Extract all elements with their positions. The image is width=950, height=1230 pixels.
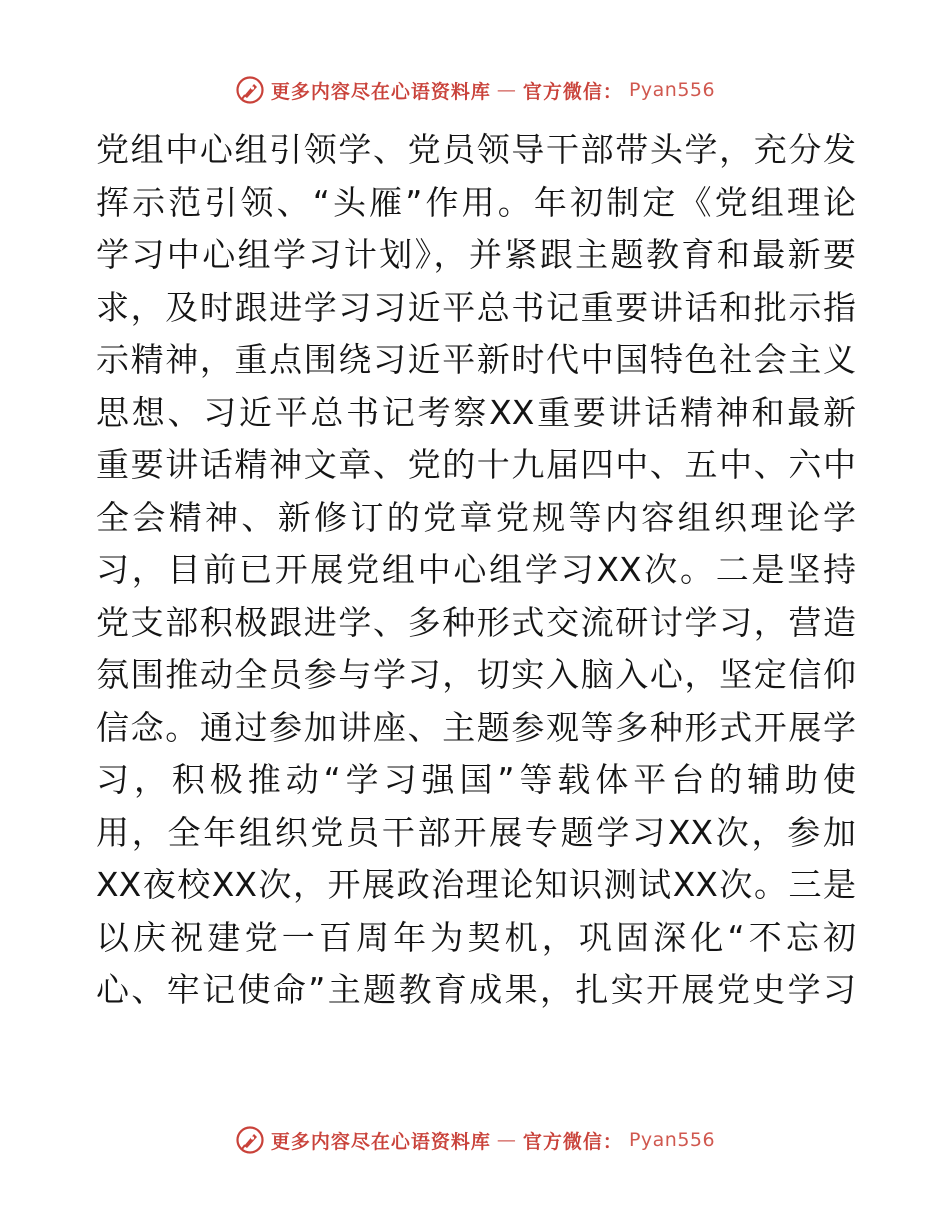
watermark-label: 官方微信： <box>522 80 623 103</box>
footer-watermark <box>0 1122 950 1158</box>
document-body <box>96 124 856 1017</box>
text-line: 示精神，重点围绕习近平新时代中国特色社会主义 <box>96 340 856 379</box>
text-line: 氛围推动全员参与学习，切实入脑入心，坚定信仰 <box>96 655 856 694</box>
text-line: 用，全年组织党员干部开展专题学习XX次，参加 <box>96 812 856 852</box>
text-line: 习，积极推动“学习强国”等载体平台的辅助使 <box>96 760 856 799</box>
watermark-label: 官方微信： <box>522 1130 623 1153</box>
text-line: 信念。通过参加讲座、主题参观等多种形式开展学 <box>96 707 856 747</box>
watermark-text: 更多内容尽在心语资料库 <box>270 1130 491 1153</box>
text-line: 以庆祝建党一百周年为契机，巩固深化“不忘初 <box>96 917 856 957</box>
watermark-separator: — <box>496 1129 517 1151</box>
watermark-account: Pyan556 <box>628 79 716 101</box>
text-line: 学习中心组学习计划》，并紧跟主题教育和最新要 <box>96 235 856 274</box>
text-line: 思想、习近平总书记考察XX重要讲话精神和最新 <box>96 392 856 432</box>
pen-nib-logo-icon <box>235 75 265 105</box>
text-line: XX夜校XX次，开展政治理论知识测试XX次。三是 <box>96 865 856 904</box>
watermark-text: 更多内容尽在心语资料库 <box>270 80 491 103</box>
text-line: 重要讲话精神文章、党的十九届四中、五中、六中 <box>96 445 856 484</box>
text-line: 习，目前已开展党组中心组学习XX次。二是坚持 <box>96 550 856 589</box>
watermark-separator: — <box>496 79 517 101</box>
text-line: 求，及时跟进学习习近平总书记重要讲话和批示指 <box>96 287 856 327</box>
text-line: 挥示范引领、“头雁”作用。年初制定《党组理论 <box>96 182 856 222</box>
header-watermark <box>0 72 950 108</box>
text-line: 心、牢记使命”主题教育成果，扎实开展党史学习 <box>96 970 856 1009</box>
text-line: 全会精神、新修订的党章党规等内容组织理论学 <box>96 497 856 537</box>
text-line: 党支部积极跟进学、多种形式交流研讨学习，营造 <box>96 602 856 642</box>
pen-nib-logo-icon <box>235 1125 265 1155</box>
watermark-account: Pyan556 <box>628 1129 716 1151</box>
text-line: 党组中心组引领学、党员领导干部带头学，充分发 <box>96 130 856 169</box>
